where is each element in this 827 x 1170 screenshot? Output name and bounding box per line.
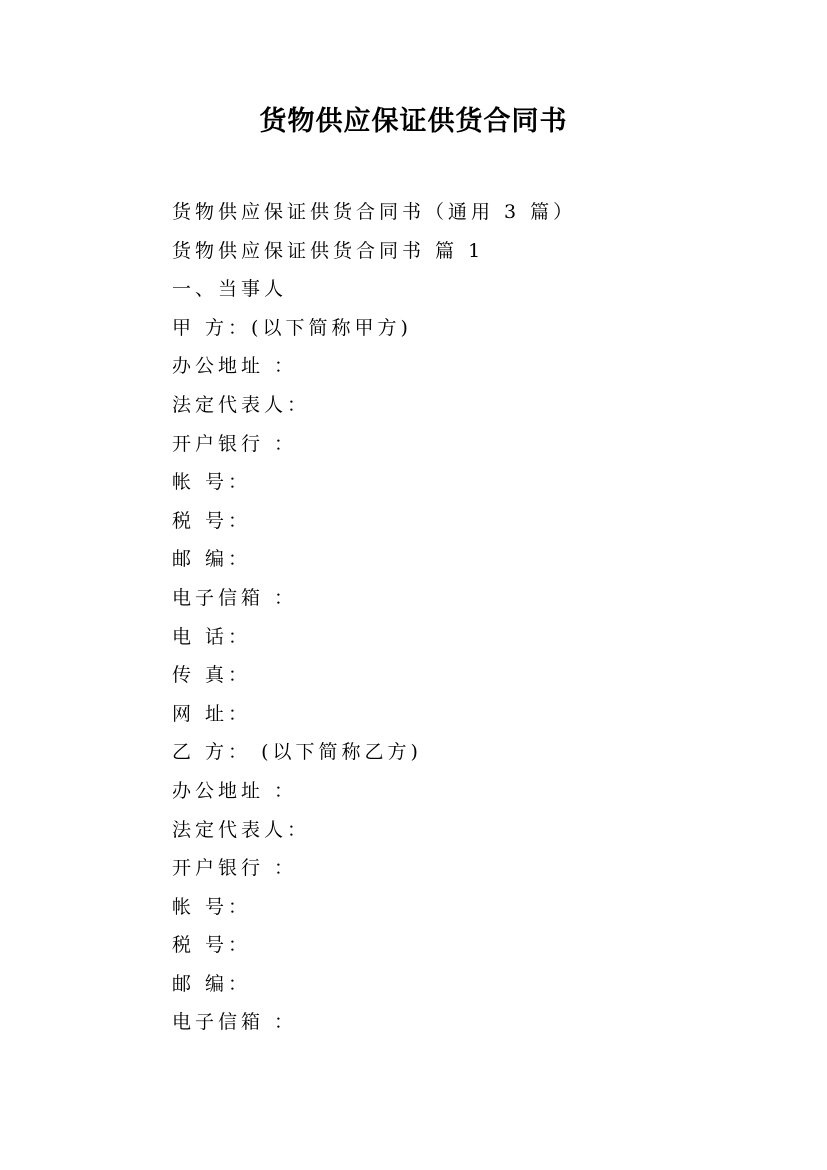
- party-a-bank-line: 开户银行 ：: [172, 432, 298, 455]
- party-a-fax-line: 传 真：: [172, 664, 252, 687]
- party-a-email-line: 电子信箱 ：: [172, 586, 298, 609]
- clause-heading-line: 一、当事人: [172, 278, 288, 301]
- party-a-representative-line: 法定代表人：: [172, 393, 311, 416]
- party-b-account-line: 帐 号：: [172, 895, 252, 918]
- section-heading-line: 货物供应保证供货合同书 篇 1: [172, 239, 485, 262]
- party-b-address-line: 办公地址 ：: [172, 779, 298, 802]
- party-a-postcode-line: 邮 编：: [172, 548, 252, 571]
- party-a-address-line: 办公地址 ：: [172, 355, 298, 378]
- party-a-tax-line: 税 号：: [172, 509, 252, 532]
- party-b-representative-line: 法定代表人：: [172, 818, 311, 841]
- party-a-line: 甲 方：(以下简称甲方): [172, 316, 412, 339]
- party-b-tax-line: 税 号：: [172, 934, 252, 957]
- party-a-website-line: 网 址：: [172, 702, 252, 725]
- party-b-line: 乙 方： (以下简称乙方): [172, 741, 422, 764]
- document-title: 货物供应保证供货合同书: [259, 106, 568, 137]
- subtitle-line: 货物供应保证供货合同书（通用 3 篇）: [172, 201, 577, 223]
- party-a-account-line: 帐 号：: [172, 471, 252, 494]
- party-a-phone-line: 电 话：: [172, 625, 252, 648]
- document-body: [172, 193, 732, 1042]
- party-b-email-line: 电子信箱 ：: [172, 1011, 298, 1034]
- party-b-bank-line: 开户银行 ：: [172, 857, 298, 880]
- party-b-postcode-line: 邮 编：: [172, 972, 252, 995]
